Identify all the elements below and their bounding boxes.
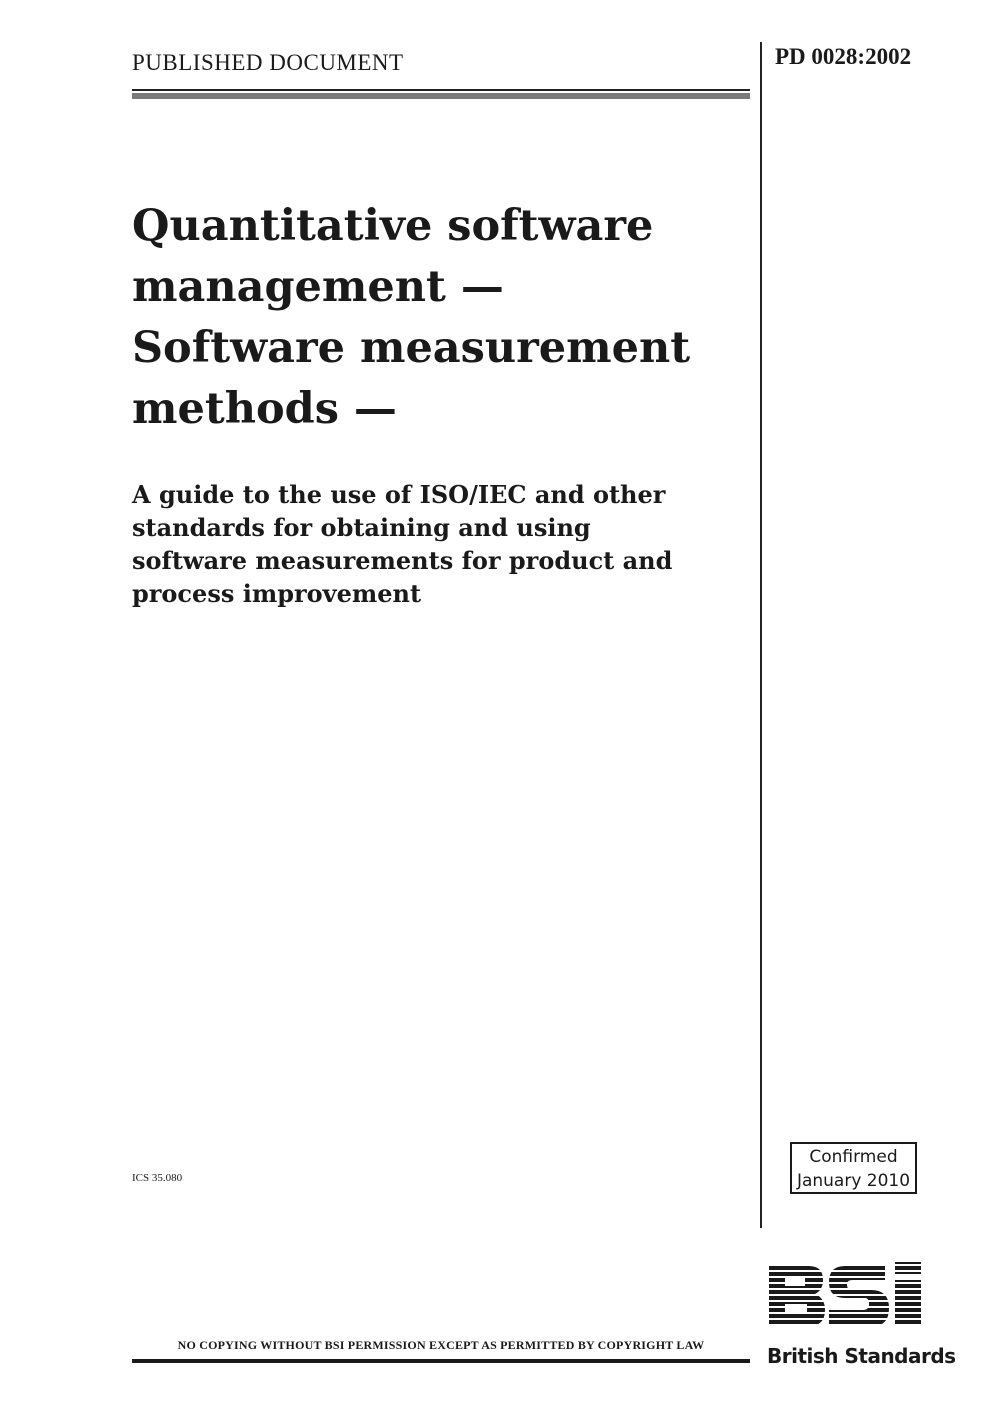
title-line-4: methods — bbox=[132, 384, 397, 434]
subtitle-line-4: process improvement bbox=[132, 579, 422, 608]
subtitle-line-2: standards for obtaining and using bbox=[132, 513, 591, 542]
footer-rule bbox=[132, 1359, 750, 1363]
confirmed-stamp bbox=[790, 1142, 917, 1194]
header-rule-band bbox=[132, 93, 750, 99]
copyright-notice: NO COPYING WITHOUT BSI PERMISSION EXCEPT AS PERMITTED BY COPYRIGHT LAW bbox=[177, 1338, 705, 1352]
document-number: PD 0028:2002 bbox=[775, 44, 912, 69]
document-subtitle bbox=[132, 478, 747, 610]
confirmed-label: Confirmed bbox=[809, 1147, 898, 1167]
subtitle-line-1: A guide to the use of ISO/IEC and other bbox=[132, 480, 666, 509]
vertical-divider bbox=[760, 42, 762, 1228]
title-line-2: management — bbox=[132, 262, 504, 312]
ics-code: ICS 35.080 bbox=[132, 1172, 183, 1184]
bsi-logo-caption: British Standards bbox=[767, 1344, 956, 1368]
title-line-1: Quantitative software bbox=[132, 201, 654, 251]
title-line-3: Software measurement bbox=[132, 323, 691, 373]
confirmed-date: January 2010 bbox=[796, 1171, 911, 1191]
published-document-label: PUBLISHED DOCUMENT bbox=[132, 50, 404, 75]
subtitle-line-3: software measurements for product and bbox=[132, 546, 673, 575]
header-rule-thin bbox=[132, 89, 750, 91]
document-title bbox=[132, 196, 747, 440]
